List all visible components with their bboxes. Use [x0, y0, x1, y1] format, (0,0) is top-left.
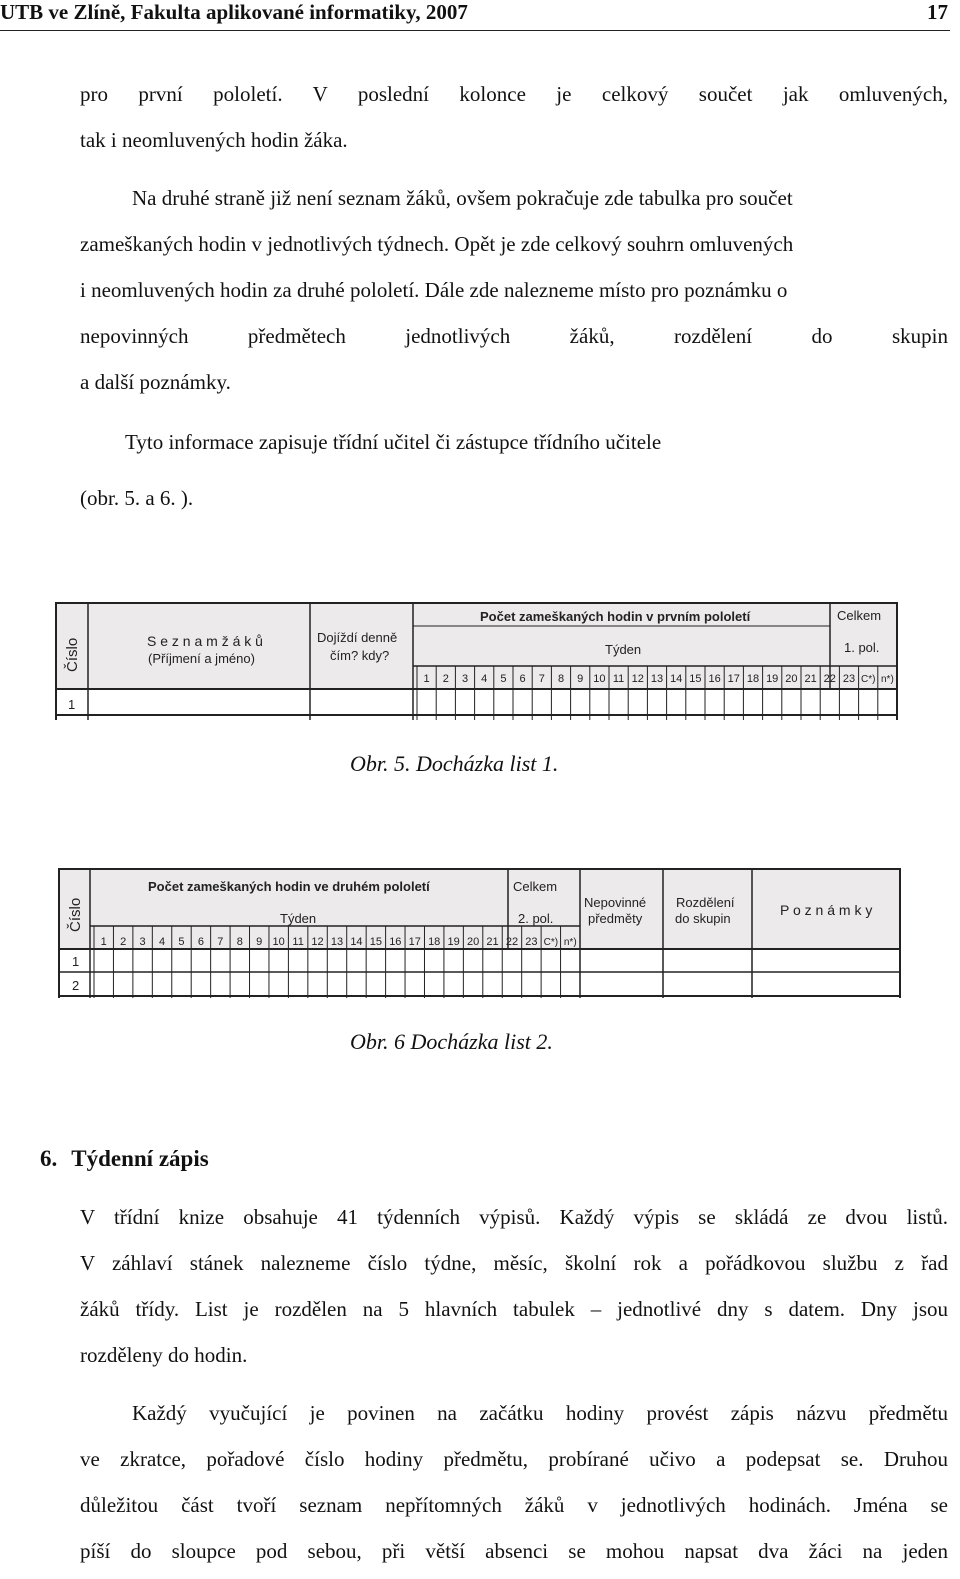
week-number-label: C*) — [543, 937, 559, 948]
celkem-sub-label: 2. pol. — [518, 911, 554, 926]
celkem-sub-label: 1. pol. — [844, 640, 880, 655]
text-line: Každý vyučující je povinen na začátku hodiny provést zápis názvu předmětu — [132, 1401, 948, 1425]
week-number-label: 8 — [236, 936, 243, 948]
cislo-label: Číslo — [64, 637, 81, 672]
week-number-label: 1 — [100, 936, 107, 948]
week-number-label: C*) — [860, 674, 876, 685]
dojizdi-sub-label: čím? kdy? — [330, 648, 390, 663]
seznam-label: S e z n a m ž á k ů — [147, 633, 263, 649]
week-number-label: 20 — [785, 673, 798, 685]
week-number-label: 9 — [256, 936, 263, 948]
week-number-label: 22 — [505, 936, 519, 948]
week-number-label: 19 — [766, 673, 779, 685]
week-number-label: 3 — [461, 673, 469, 685]
week-number-label: 2 — [442, 673, 449, 685]
section-title: Týdenní zápis — [71, 1146, 209, 1171]
section-number: 6. — [40, 1146, 58, 1171]
text-line: ve zkratce, pořadové číslo hodiny předmětu, probírané učivo a podepsat se. Druhou — [80, 1447, 948, 1471]
week-number-label: 18 — [746, 673, 760, 685]
figure-5-caption: Obr. 5. Docházka list 1. — [350, 751, 559, 776]
text-line: zameškaných hodin v jednotlivých týdnech. Opět je zde celkový souhrn omluvených — [80, 232, 794, 256]
figure-6-caption: Obr. 6 Docházka list 2. — [350, 1029, 553, 1054]
rozdeleni-sub-label: do skupin — [675, 911, 731, 926]
week-number-label: 18 — [428, 936, 441, 948]
tyden-label: Týden — [605, 642, 642, 657]
week-number-label: 20 — [466, 936, 480, 948]
celkem-label: Celkem — [513, 879, 558, 894]
week-number-label: 15 — [689, 673, 702, 685]
week-number-label: 12 — [311, 936, 324, 948]
nepovinne-sub-label: předměty — [588, 911, 643, 926]
week-number-label: 14 — [350, 936, 363, 948]
row-number: 2 — [72, 978, 80, 993]
text-line: pro první pololetí. V poslední kolonce je celkový součet jak omluvených, — [80, 82, 948, 106]
section-heading — [40, 1146, 223, 1172]
text-line: a další poznámky. — [80, 370, 231, 394]
week-number-label: 23 — [525, 936, 538, 948]
row-number: 1 — [68, 697, 76, 712]
attendance-table-1 — [55, 602, 900, 720]
week-number-label: 15 — [369, 936, 383, 948]
week-number-label: 22 — [823, 673, 836, 685]
header-title: UTB ve Zlíně, Fakulta aplikované informatiky, 2007 — [0, 0, 468, 24]
week-number-label: 1 — [423, 673, 430, 685]
text-line: i neomluvených hodin za druhé pololetí. Dále zde nalezneme místo pro poznámku o — [80, 278, 788, 302]
rozdeleni-label: Rozdělení — [676, 895, 735, 910]
text-line: rozděleny do hodin. — [80, 1343, 248, 1367]
text-line: nepovinných předmětech jednotlivých žáků, rozdělení do skupin — [80, 324, 948, 348]
week-number-label: 11 — [612, 673, 625, 685]
page-number: 17 — [927, 0, 948, 24]
attendance-table-2 — [58, 868, 903, 1000]
week-number-label: 14 — [670, 673, 683, 685]
text-line: (obr. 5. a 6. ). — [80, 486, 194, 510]
text-line: píší do sloupce pod sebou, při větší absenci se mohou napsat dva žáci na jeden — [80, 1539, 948, 1563]
week-number-label: 6 — [519, 673, 526, 685]
week-number-label: 10 — [593, 673, 606, 685]
week-number-label: n*) — [563, 937, 577, 948]
celkem-label: Celkem — [837, 608, 882, 623]
week-number-label: 17 — [727, 673, 740, 685]
week-number-label: 23 — [842, 673, 856, 685]
week-number-label: 11 — [292, 936, 304, 948]
text-line: důležitou část tvoří seznam nepřítomných žáků v jednotlivých hodinách. Jména se — [80, 1493, 948, 1517]
text-line: Na druhé straně již není seznam žáků, ovšem pokračuje zde tabulka pro součet — [132, 186, 793, 210]
week-number-label: 16 — [389, 936, 402, 948]
week-number-label: n*) — [881, 674, 894, 685]
text-line: tak i neomluvených hodin žáka. — [80, 128, 348, 152]
week-number-label: 4 — [158, 936, 166, 948]
week-number-label: 6 — [197, 936, 204, 948]
week-number-label: 17 — [408, 936, 421, 948]
week-number-label: 4 — [481, 673, 488, 685]
week-number-label: 12 — [631, 673, 644, 685]
week-number-label: 2 — [120, 936, 127, 948]
week-number-label: 9 — [577, 673, 584, 685]
week-number-label: 10 — [272, 936, 285, 948]
week-number-label: 13 — [330, 936, 344, 948]
cislo-label: Číslo — [67, 897, 84, 932]
text-line: žáků třídy. List je rozdělen na 5 hlavních tabulek – jednotlivé dny s datem. Dny jsou — [80, 1297, 948, 1321]
row-number: 1 — [72, 954, 80, 969]
pocet-label: Počet zameškaných hodin ve druhém pololetí — [148, 879, 430, 894]
text-line: V záhlaví stánek nalezneme číslo týdne, měsíc, školní rok a pořádkovou službu z řad — [80, 1251, 948, 1275]
week-number-label: 19 — [447, 936, 460, 948]
week-number-label: 5 — [500, 673, 507, 685]
week-number-label: 8 — [557, 673, 565, 685]
seznam-sub-label: (Příjmení a jméno) — [148, 651, 255, 666]
week-number-label: 5 — [178, 936, 185, 948]
poznamky-label: P o z n á m k y — [780, 902, 873, 918]
week-number-label: 21 — [486, 936, 499, 948]
week-number-label: 16 — [708, 673, 721, 685]
week-number-label: 7 — [538, 673, 545, 685]
pocet-label: Počet zameškaných hodin v prvním pololetí — [480, 609, 751, 624]
text-line: V třídní knize obsahuje 41 týdenních výpisů. Každý výpis se skládá ze dvou listů. — [80, 1205, 948, 1229]
nepovinne-label: Nepovinné — [584, 895, 647, 910]
tyden-label: Týden — [280, 911, 317, 926]
text-line: Tyto informace zapisuje třídní učitel či zástupce třídního učitele — [125, 430, 662, 454]
page-header — [0, 0, 950, 31]
week-number-label: 13 — [650, 673, 664, 685]
week-number-label: 21 — [804, 673, 817, 685]
week-number-label: 7 — [217, 936, 224, 948]
week-number-label: 3 — [139, 936, 146, 948]
dojizdi-label: Dojíždí denně — [317, 630, 398, 645]
